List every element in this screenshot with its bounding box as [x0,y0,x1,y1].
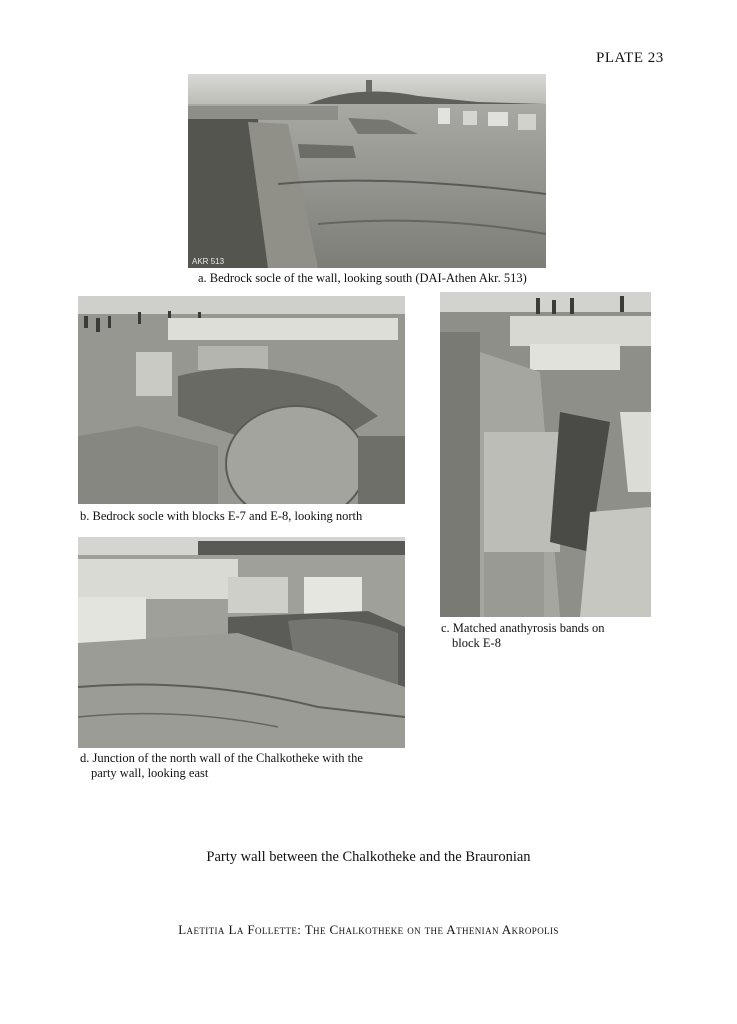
photo-a [188,74,546,268]
plate-title: Party wall between the Chalkotheke and the Brauronian [206,849,531,865]
caption-b: b. Bedrock socle with blocks E-7 and E-8, looking north [80,509,363,523]
photo-c-image [440,292,651,617]
plate-label: PLATE 23 [596,50,664,66]
caption-c [441,621,605,651]
photo-b-image [78,296,405,504]
photo-b [78,296,405,504]
photo-d-image [78,537,405,748]
photo-d [78,537,405,748]
photo-c [440,292,651,617]
caption-d-line1: d. Junction of the north wall of the Chalkotheke with the [80,751,363,765]
photo-a-image [188,74,546,268]
running-footer: Laetitia La Follette: The Chalkotheke on the Athenian Akropolis [178,922,559,937]
caption-a: a. Bedrock socle of the wall, looking south (DAI-Athen Akr. 513) [198,271,527,285]
photo-a-stamp: AKR 513 [192,257,225,266]
caption-d [80,751,363,781]
caption-d-line2: party wall, looking east [91,766,209,780]
caption-c-line1: c. Matched anathyrosis bands on [441,621,605,635]
caption-c-line2: block E-8 [452,636,501,650]
